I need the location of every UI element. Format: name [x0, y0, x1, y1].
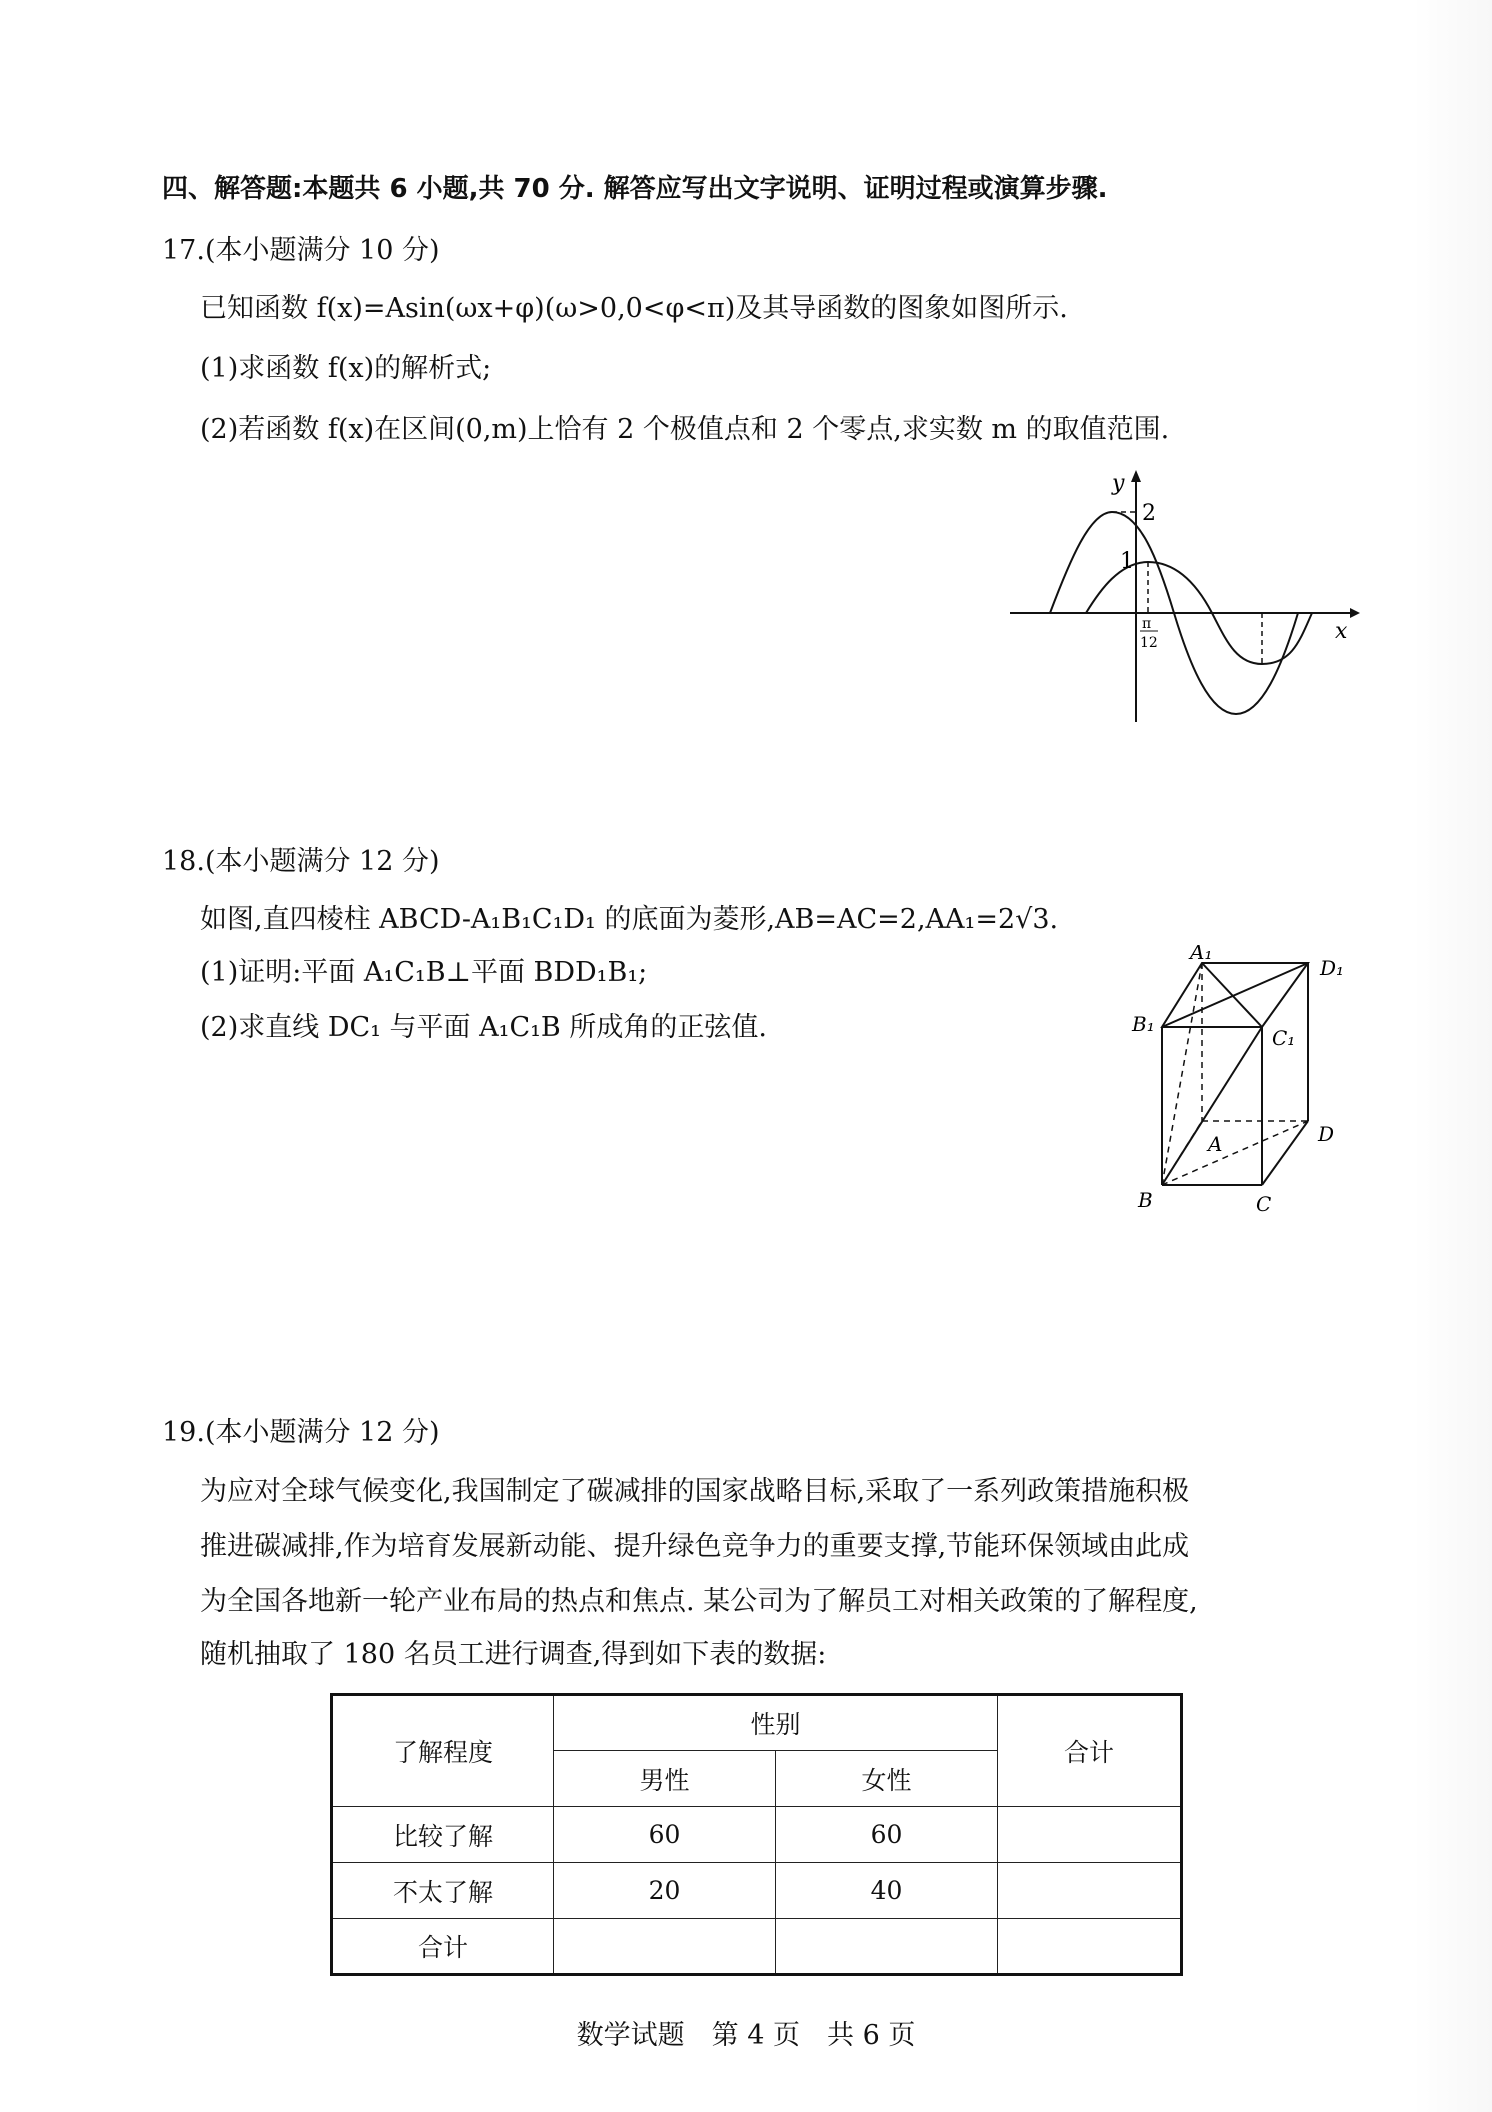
page-footer: 数学试题 第 4 页 共 6 页	[576, 2020, 916, 2051]
header-female: 女性	[776, 1751, 998, 1807]
q18-part1: (1)证明:平面 A₁C₁B⊥平面 BDD₁B₁;	[200, 957, 648, 988]
edge-BC1	[1162, 1027, 1262, 1185]
q18-heading: 18.(本小题满分 12 分)	[162, 846, 440, 877]
header-understanding: 了解程度	[332, 1695, 554, 1807]
table-row	[332, 1919, 1182, 1975]
label-C: C	[1256, 1192, 1272, 1216]
label-A1: A₁	[1190, 945, 1213, 964]
tick-label-1: 1	[1120, 549, 1134, 574]
cell-female: 60	[776, 1807, 998, 1863]
q18-part2: (2)求直线 DC₁ 与平面 A₁C₁B 所成角的正弦值.	[200, 1012, 767, 1043]
q18-prism-figure	[1120, 945, 1360, 1225]
cell-total	[998, 1919, 1182, 1975]
label-A: A	[1208, 1132, 1223, 1156]
q19-line1: 为应对全球气候变化,我国制定了碳减排的国家战略目标,采取了一系列政策措施积极	[200, 1476, 1190, 1507]
cell-total	[998, 1863, 1182, 1919]
row-label: 不太了解	[332, 1863, 554, 1919]
q19-heading: 19.(本小题满分 12 分)	[162, 1417, 440, 1448]
cell-male	[554, 1919, 776, 1975]
cell-total	[998, 1807, 1182, 1863]
header-total: 合计	[998, 1695, 1182, 1807]
q19-line2: 推进碳减排,作为培育发展新动能、提升绿色竞争力的重要支撑,节能环保领域由此成	[200, 1531, 1190, 1562]
q17-function-graph	[1000, 460, 1360, 730]
q19-line3: 为全国各地新一轮产业布局的热点和焦点. 某公司为了解员工对相关政策的了解程度,	[200, 1586, 1198, 1617]
q17-part1: (1)求函数 f(x)的解析式;	[200, 353, 492, 384]
cell-male: 20	[554, 1863, 776, 1919]
page-edge-shadow	[1412, 0, 1492, 2112]
table-row	[332, 1863, 1182, 1919]
label-D: D	[1318, 1122, 1335, 1146]
table-row	[332, 1807, 1182, 1863]
cell-male: 60	[554, 1807, 776, 1863]
q17-stem: 已知函数 f(x)=Asin(ωx+φ)(ω>0,0<φ<π)及其导函数的图象如图所示.	[200, 293, 1068, 324]
q17-heading: 17.(本小题满分 10 分)	[162, 235, 440, 266]
header-male: 男性	[554, 1751, 776, 1807]
x-axis-label: x	[1335, 619, 1348, 644]
label-D1: D₁	[1320, 956, 1345, 980]
header-gender: 性别	[554, 1695, 998, 1751]
label-B: B	[1138, 1188, 1153, 1212]
row-label: 比较了解	[332, 1807, 554, 1863]
section-title: 四、解答题:本题共 6 小题,共 70 分. 解答应写出文字说明、证明过程或演算步骤.	[162, 174, 1108, 204]
y-axis-arrow	[1131, 470, 1141, 482]
y-axis-label: y	[1112, 471, 1125, 496]
survey-table	[330, 1693, 1183, 1976]
diag-A1C1	[1202, 963, 1262, 1027]
label-B1: B₁	[1132, 1012, 1155, 1036]
q17-part2: (2)若函数 f(x)在区间(0,m)上恰有 2 个极值点和 2 个零点,求实数 m 的取值范围.	[200, 414, 1170, 445]
twelve-label: 12	[1140, 635, 1158, 651]
pi-label: π	[1142, 616, 1152, 632]
q18-stem: 如图,直四棱柱 ABCD-A₁B₁C₁D₁ 的底面为菱形,AB=AC=2,AA₁=2√3.	[200, 904, 1059, 935]
label-C1: C₁	[1272, 1026, 1296, 1050]
row-label: 合计	[332, 1919, 554, 1975]
cell-female: 40	[776, 1863, 998, 1919]
q19-line4: 随机抽取了 180 名员工进行调查,得到如下表的数据:	[200, 1639, 827, 1670]
x-axis-arrow	[1350, 608, 1360, 618]
tick-label-2: 2	[1142, 501, 1156, 526]
cell-female	[776, 1919, 998, 1975]
